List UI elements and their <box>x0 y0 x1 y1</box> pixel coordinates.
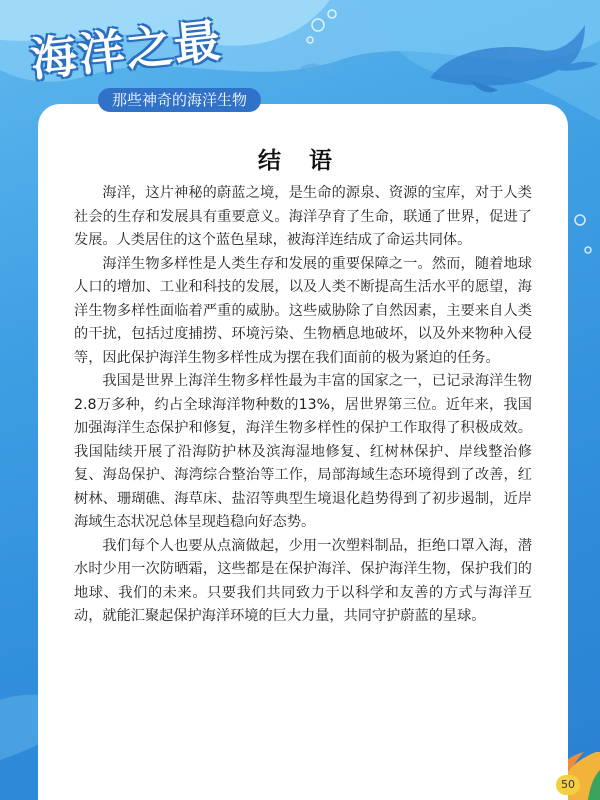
paragraph: 我国是世界上海洋生物多样性最为丰富的国家之一，已记录海洋生物2.8万多种，约占全球海洋物种数的13%，居世界第三位。近年来，我国加强海洋生态保护和修复，海洋生物多样性的保护工作取得了积极成效。我国陆续开展了沿海防护林及滨海湿地修复、红树林保护、岸线整治修复、海岛保护、海湾综合整治等工作，局部海域生态环境得到了改善，红树林、珊瑚礁、海草床、盐沼等典型生境退化趋势得到了初步遏制，近岸海域生态状况总体呈现趋稳向好态势。 <box>74 373 532 530</box>
paragraph: 海洋，这片神秘的蔚蓝之境，是生命的源泉、资源的宝库，对于人类社会的生存和发展具有重要意义。海洋孕育了生命，联通了世界，促进了发展。人类居住的这个蓝色星球，被海洋连结成了命运共同体。 <box>74 185 532 248</box>
body-text <box>74 182 532 629</box>
page-number: 50 <box>556 775 580 795</box>
series-title: 海洋之最 <box>28 13 225 87</box>
page-title: 结 语 <box>257 148 342 174</box>
paragraph: 我们每个人也要从点滴做起，少用一次塑料制品，拒绝口罩入海，潜水时少用一次防晒霜，这些都是在保护海洋、保护海洋生物，保护我们的地球、我们的未来。只要我们共同致力于以科学和友善的方式与海洋互动，就能汇聚起保护海洋环境的巨大力量，共同守护蔚蓝的星球。 <box>74 537 532 624</box>
paragraph: 海洋生物多样性是人类生存和发展的重要保障之一。然而，随着地球人口的增加、工业和科技的发展，以及人类不断提高生活水平的愿望，海洋生物多样性面临着严重的威胁。这些威胁除了自然因素，主要来自人类的干扰，包括过度捕捞、环境污染、生物栖息地破坏，以及外来物种入侵等，因此保护海洋生物多样性成为摆在我们面前的极为紧迫的任务。 <box>74 255 532 366</box>
series-subtitle: 那些神奇的海洋生物 <box>98 88 261 112</box>
